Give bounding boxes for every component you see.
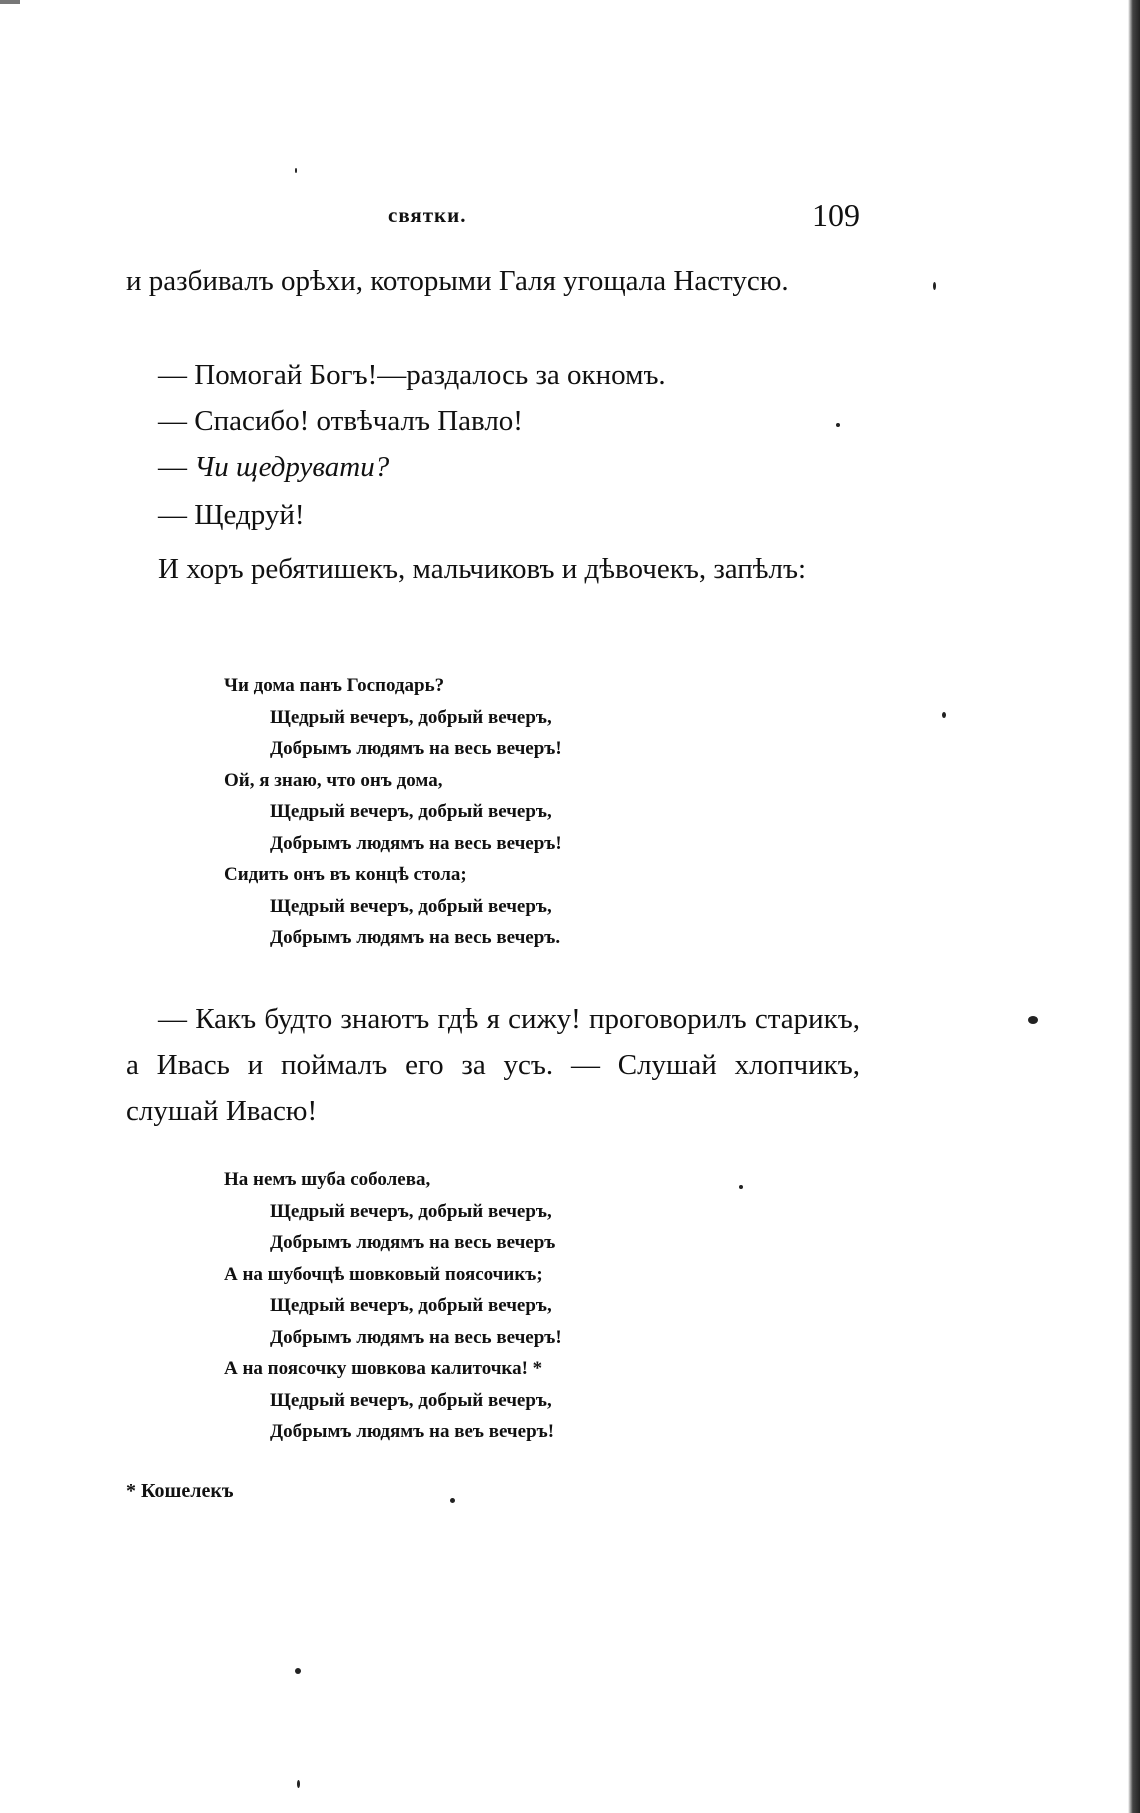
verse-line: А на шубочцѣ шовковый поясочикъ;: [224, 1263, 543, 1285]
running-head: святки.: [388, 203, 467, 227]
verse-line: Щедрый вечеръ, добрый вечеръ,: [270, 895, 552, 917]
dialogue-line-2: — Спасибо! отвѣчалъ Павло!: [158, 405, 523, 437]
dialogue-line-4: — Щедруй!: [158, 499, 305, 531]
paragraph-old-man: — Какъ будто знаютъ гдѣ я сижу! проговорилъ старикъ, а Ивась и поймалъ его за усъ. — Слушай хлопчикъ, слушай Ивасю!: [126, 1003, 860, 1127]
scan-speck: [836, 423, 840, 427]
scan-speck: [295, 168, 297, 173]
verse-line: Ой, я знаю, что онъ дома,: [224, 769, 443, 791]
verse-line: Щедрый вечеръ, добрый вечеръ,: [270, 1295, 552, 1316]
scan-mark: [0, 0, 20, 4]
scan-speck: [297, 1780, 300, 1788]
paragraph-continuation: и разбивалъ орѣхи, которыми Галя угощала Настусю.: [126, 265, 789, 297]
scan-speck: [295, 1668, 301, 1674]
page-edge-shadow: [1128, 0, 1140, 1813]
verse-line: Щедрый вечеръ, добрый вечеръ,: [270, 801, 552, 822]
verse-line: Щедрый вечеръ, добрый вечеръ,: [270, 1389, 552, 1411]
dialogue-line-1: — Помогай Богъ!—раздалось за окномъ.: [158, 359, 666, 391]
verse-block-2: [224, 1164, 684, 1448]
verse-line: На немъ шуба соболева,: [224, 1169, 431, 1190]
verse-line: Добрымъ людямъ на весь вечеръ.: [270, 927, 561, 948]
verse-line: А на поясочку шовкова калиточка! *: [224, 1358, 543, 1379]
scan-speck: [739, 1185, 743, 1189]
scan-speck: [942, 712, 946, 718]
page-number: 109: [812, 197, 860, 233]
verse-line: Щедрый вечеръ, добрый вечеръ,: [270, 706, 552, 728]
verse-line: Щедрый вечеръ, добрый вечеръ,: [270, 1200, 552, 1222]
verse-block-1: [224, 670, 684, 954]
scan-speck: [933, 282, 936, 290]
verse-line: Добрымъ людямъ на весь вечеръ!: [270, 832, 562, 854]
verse-line: Сидить онъ въ концѣ стола;: [224, 864, 467, 885]
verse-line: Добрымъ людямъ на весь вечеръ!: [270, 738, 562, 759]
verse-line: Чи дома панъ Господарь?: [224, 675, 445, 696]
italic-question: Чи щедрувати?: [194, 451, 390, 483]
verse-line: Добрымъ людямъ на веъ вечеръ!: [270, 1421, 555, 1442]
verse-line: Добрымъ людямъ на весь вечеръ: [270, 1232, 556, 1253]
scan-speck: [450, 1498, 455, 1503]
scan-speck: [1028, 1016, 1038, 1024]
paragraph-choir: И хоръ ребятишекъ, мальчиковъ и дѣвочекъ, запѣлъ:: [158, 553, 807, 585]
page-header: [126, 197, 860, 237]
verse-line: Добрымъ людямъ на весь вечеръ!: [270, 1326, 562, 1348]
footnote: * Кошелекъ: [126, 1480, 234, 1502]
dialogue-line-3: [126, 444, 860, 490]
dash: —: [158, 451, 195, 483]
